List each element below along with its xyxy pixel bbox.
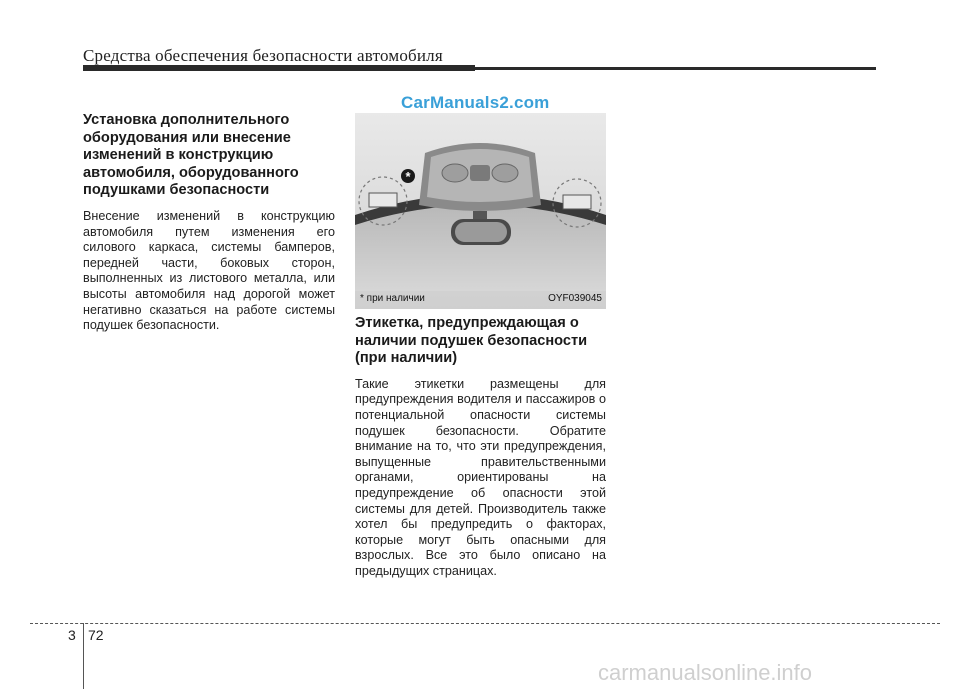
running-header: Средства обеспечения безопасности автомобиля — [83, 46, 443, 65]
site-watermark: carmanualsonline.info — [598, 660, 813, 685]
section-heading-modifications: Установка дополнительного оборудования или внесение изменений в конструкцию автомобиля, оборудованного подушками безопасности — [83, 112, 299, 199]
header-rule-thick — [83, 65, 475, 71]
figure-code: OYF039045 — [548, 293, 602, 304]
section-heading-warning-label: Этикетка, предупреждающая о наличии подушек безопасности (при наличии) — [355, 315, 588, 367]
footer-divider — [83, 623, 84, 689]
right-column — [355, 315, 606, 580]
left-column — [83, 112, 335, 334]
footer-dashed-rule — [30, 623, 940, 624]
section-body-warning-label: Такие этикетки размещены для предупреждения водителя и пассажиров о потенциальной опасности системы подушек безопасности. Обратите внимание на то, что эти предупреждения, выпущенные правительственными органами, ориентированы на предупреждение об опасности этой системы для детей. Производитель также хотел бы предупредить о факторах, которые могут быть опасными для взрослых. Все это было описано на предыдущих страницах. — [355, 376, 606, 578]
chapter-number: 3 — [68, 627, 76, 643]
page-number: 72 — [88, 627, 104, 643]
figure-airbag-warning-label — [355, 113, 606, 309]
headliner-illustration — [355, 113, 606, 309]
watermark-carmanuals2: CarManuals2.com — [401, 93, 550, 112]
asterisk-mark: * — [405, 169, 411, 184]
section-body-modifications: Внесение изменений в конструкцию автомобиля путем изменения его силового каркаса, системы бамперов, передней части, боковых сторон, выполненных из листового металла, или высоты автомобиля над дорогой может негативно сказаться на работе системы подушек безопасности. — [83, 208, 335, 333]
figure-caption-optional: * при наличии — [360, 293, 425, 304]
